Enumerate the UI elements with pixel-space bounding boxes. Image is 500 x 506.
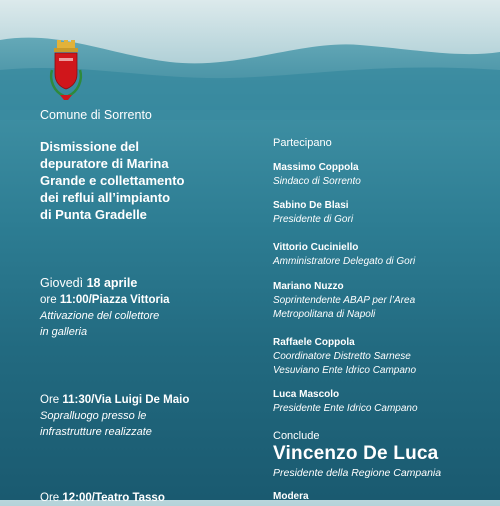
- organization-name: Comune di Sorrento: [40, 108, 152, 122]
- event-block: [40, 490, 250, 506]
- event-block: [40, 275, 250, 340]
- participant-name: Vittorio Cuciniello: [273, 242, 359, 253]
- participant-name: Luca Mascolo: [273, 389, 340, 400]
- participant-name: Mariano Nuzzo: [273, 281, 344, 292]
- event-description: Attivazione del collettore: [40, 310, 160, 322]
- participant: [273, 161, 488, 189]
- keynote-speaker-role: Presidente della Regione Campania: [273, 467, 442, 479]
- participant-name: Raffaele Coppola: [273, 337, 355, 348]
- participant-role: Presidente di Gori: [273, 214, 354, 225]
- participant: [273, 199, 488, 227]
- participant: [273, 280, 488, 322]
- participant-role: Vesuviano Ente Idrico Campano: [273, 365, 417, 376]
- participant-name: Sabino De Blasi: [273, 200, 349, 211]
- event-block: [40, 392, 250, 440]
- event-date: 18 aprile: [86, 276, 138, 290]
- participant-role: Coordinatore Distretto Sarnese: [273, 351, 411, 362]
- participant-role: Amministratore Delegato di Gori: [273, 256, 416, 267]
- title-line: dei reflui all’impianto: [40, 190, 171, 205]
- event-time-location: 11:00/Piazza Vittoria: [59, 294, 170, 306]
- conclusion-heading: Conclude: [273, 430, 320, 442]
- keynote-speaker-name: Vincenzo De Luca: [273, 443, 439, 464]
- event-description: infrastrutture realizzate: [40, 426, 152, 438]
- participant-role: Sindaco di Sorrento: [273, 176, 361, 187]
- event-time-prefix: Ore: [40, 492, 63, 504]
- title-line: Grande e collettamento: [40, 173, 185, 188]
- participant: [273, 336, 488, 378]
- event-time-prefix: Ore: [40, 394, 63, 406]
- participant-name: Massimo Coppola: [273, 162, 359, 173]
- title-line: depuratore di Marina: [40, 156, 169, 171]
- participant: [273, 388, 488, 416]
- participant: [273, 241, 488, 269]
- participant-role: Presidente Ente Idrico Campano: [273, 403, 418, 414]
- event-time-location: 12:00/Teatro Tasso: [62, 492, 165, 504]
- participant-role: Metropolitana di Napoli: [273, 309, 376, 320]
- event-time-prefix: ore: [40, 294, 60, 306]
- participant-role: Soprintendente ABAP per l’Area: [273, 295, 416, 306]
- event-description: Sopralluogo presso le: [40, 410, 147, 422]
- event-time-location: 11:30/Via Luigi De Maio: [62, 394, 190, 406]
- event-description: in galleria: [40, 326, 88, 338]
- participants-heading: Partecipano: [273, 137, 332, 149]
- event-title: [40, 138, 255, 223]
- coat-of-arms-icon: [46, 40, 86, 104]
- moderator-heading: Modera: [273, 491, 309, 502]
- title-line: di Punta Gradelle: [40, 207, 147, 222]
- title-line: Dismissione del: [40, 139, 139, 154]
- event-date-prefix: Giovedì: [40, 276, 87, 290]
